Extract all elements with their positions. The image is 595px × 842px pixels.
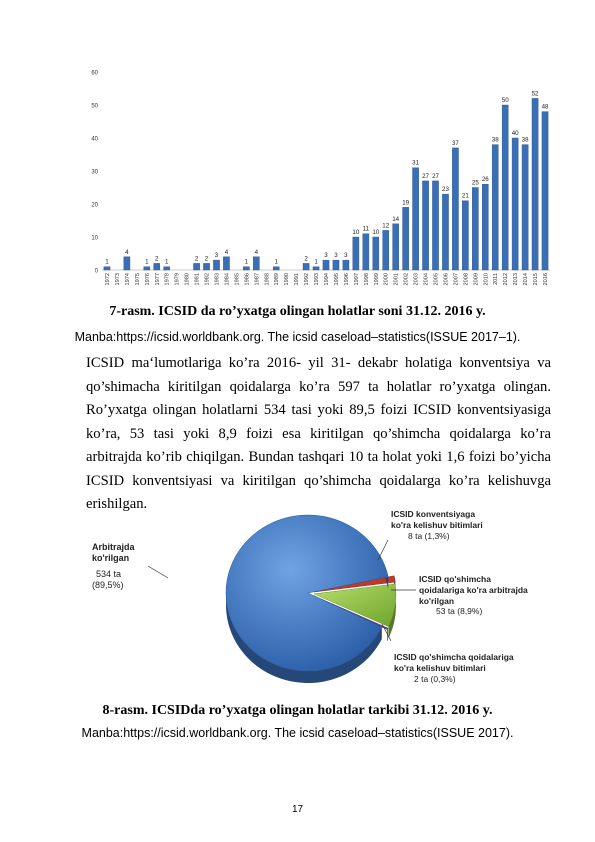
bar (462, 201, 468, 270)
pie-label-qosh-line3: ko'rilgan (419, 596, 455, 606)
x-tick-label: 1976 (144, 273, 151, 286)
leader-line-konv (378, 540, 388, 560)
bar-data-label: 4 (125, 248, 129, 256)
y-tick-label: 40 (91, 136, 98, 143)
figure-source-7: Manba:https://icsid.worldbank.org. The icsid caseload–statistics(ISSUE 2017–1). (74, 330, 521, 344)
bar (492, 145, 498, 270)
bar-data-label: 10 (352, 229, 360, 236)
bar (353, 237, 359, 270)
bar-data-label: 3 (344, 252, 348, 260)
bar-data-label: 12 (382, 222, 390, 230)
pie-label-qosh-line2: qoidalariga ko'ra arbitrajda (419, 585, 528, 595)
figure-source-8: Manba:https://icsid.worldbank.org. The icsid caseload–statistics(ISSUE 2017). (81, 726, 514, 740)
x-tick-label: 2010 (483, 273, 490, 286)
x-tick-label: 1997 (353, 273, 360, 286)
pie-label-arbitraj-line2: ko'rilgan (92, 553, 130, 563)
bar-data-label: 4 (224, 248, 229, 256)
x-tick-label: 1991 (294, 273, 301, 286)
leader-line-arbitraj (148, 566, 168, 578)
bar (164, 267, 170, 270)
bar-data-label: 38 (491, 136, 499, 144)
bar-chart (88, 60, 558, 296)
bar (193, 263, 199, 270)
bar (253, 257, 259, 270)
bar (472, 188, 478, 271)
bar (124, 257, 130, 270)
x-tick-label: 1993 (314, 273, 321, 286)
bar-data-label: 52 (531, 90, 539, 98)
bar (333, 260, 339, 270)
bar (403, 207, 409, 270)
bar (213, 260, 219, 270)
pie-label-konv-line3: 8 ta (1,3%) (408, 531, 450, 541)
x-tick-label: 2008 (463, 273, 470, 286)
pie-label-qoshimcha-kelishuv (394, 652, 514, 684)
x-tick-label: 1988 (264, 273, 271, 286)
bar (482, 184, 488, 270)
bar-data-label: 31 (412, 159, 420, 167)
x-tick-label: 2015 (533, 273, 540, 286)
x-tick-label: 1996 (343, 273, 350, 286)
bar (104, 267, 110, 270)
y-tick-label: 10 (91, 235, 98, 242)
bar-data-label: 11 (362, 225, 370, 233)
bar (243, 267, 249, 270)
pie-label-kel-line3: 2 ta (0,3%) (414, 674, 456, 684)
bar (512, 138, 518, 270)
bar-data-label: 38 (521, 136, 529, 144)
bar-data-label: 1 (145, 258, 149, 266)
x-tick-label: 2003 (413, 273, 420, 286)
x-tick-label: 1974 (124, 273, 131, 286)
bar (502, 105, 508, 270)
y-tick-label: 60 (91, 70, 98, 77)
bar-data-label: 3 (324, 252, 328, 260)
figure-caption-8: 8-rasm. ICSIDda ro’yxatga olingan holatlar tarkibi 31.12. 2016 y. (102, 703, 493, 718)
x-tick-label: 2007 (453, 273, 460, 286)
figure-caption-7: 7-rasm. ICSID da ro’yxatga olingan holatlar soni 31.12. 2016 y. (109, 304, 486, 319)
x-tick-label: 1995 (333, 273, 340, 286)
bar (323, 260, 329, 270)
bar-chart-axes (91, 71, 550, 275)
page-number: 17 (291, 804, 304, 815)
bar-data-label: 21 (461, 192, 469, 200)
pie-label-qoshimcha-arbitraj (419, 574, 528, 616)
pie-label-arbitraj-line1: Arbitrajda (92, 542, 135, 552)
bar (393, 224, 399, 270)
bar (373, 237, 379, 270)
bar-data-label: 1 (164, 258, 169, 266)
bar (363, 234, 369, 270)
pie-label-konv-line2: ko'ra kelishuv bitimlari (391, 520, 483, 530)
body-paragraph: ICSID ma‘lumotlariga ko’ra 2016- yil 31- dekabr holatiga konventsiya va qo’shimacha kiritilgan qoidalarga ko’ra 597 ta holatlar ro’yxatga olingan. Ro’yxatga olingan holatlarni 534 tasi yoki 89,5 foizi ICSID konventsiyasiga ko’ra, 53 tasi yoki 8,9 foizi esa kiritilgan qo’shimcha qoidalarga ko’ra arbitrajda ko’rib chiqilgan. Bundan tashqari 10 ta holat yoki 1,6 foizi bo’yicha ICSID konventsiyasi va kiritilgan qo’shimcha qoidalarga ko’ra kelishuvga erishilgan. (86, 355, 551, 512)
x-tick-label: 2013 (513, 273, 520, 286)
x-tick-label: 1986 (244, 273, 251, 286)
bar-data-label: 1 (244, 258, 249, 266)
x-tick-label: 1981 (194, 273, 201, 286)
bar (522, 145, 528, 270)
x-tick-label: 1999 (373, 273, 380, 286)
x-tick-label: 1973 (114, 273, 121, 286)
bar-data-label: 40 (511, 130, 519, 137)
bar-data-label: 25 (471, 179, 479, 187)
x-tick-label: 1977 (154, 273, 161, 286)
bar-data-label: 23 (442, 186, 449, 194)
pie-label-konv-line1: ICSID konventsiyaga (391, 509, 476, 519)
bar (532, 98, 538, 270)
bar-data-label: 3 (334, 252, 338, 260)
x-tick-label: 2004 (423, 273, 430, 286)
bar (223, 257, 229, 270)
bar (422, 181, 428, 270)
x-tick-label: 2014 (523, 273, 530, 286)
bar-data-label: 27 (432, 172, 439, 180)
pie-label-konventsiya (391, 509, 483, 541)
x-tick-label: 1992 (304, 273, 311, 286)
bar (452, 148, 458, 270)
bar (343, 260, 349, 270)
bar-data-label: 1 (105, 258, 109, 266)
bar (542, 112, 548, 270)
bar-data-label: 3 (214, 252, 219, 260)
bar-data-label: 2 (204, 255, 209, 263)
pie-label-arbitraj-pct: (89,5%) (92, 580, 124, 590)
bar (273, 267, 279, 270)
x-tick-label: 1989 (274, 273, 281, 286)
x-tick-label: 2016 (543, 273, 550, 286)
x-tick-label: 2011 (493, 273, 500, 286)
y-tick-label: 20 (91, 202, 98, 209)
pie-label-qosh-line4: 53 ta (8,9%) (436, 606, 483, 616)
x-tick-label: 2009 (473, 273, 480, 286)
x-tick-label: 1990 (284, 273, 291, 286)
bar-data-label: 50 (501, 97, 509, 104)
x-tick-label: 1985 (234, 273, 241, 286)
bar-data-label: 14 (392, 215, 400, 223)
bar (432, 181, 438, 270)
bar (154, 263, 160, 270)
x-tick-label: 2001 (393, 273, 400, 286)
bar-data-label: 27 (422, 172, 430, 180)
x-tick-label: 1983 (214, 273, 221, 286)
x-tick-label: 1994 (324, 273, 330, 286)
x-tick-label: 1984 (224, 273, 231, 286)
bar-chart-bars (104, 90, 549, 285)
x-tick-label: 2005 (433, 273, 440, 286)
pie-label-qosh-line1: ICSID qo'shimcha (419, 574, 491, 584)
bar-data-label: 10 (372, 229, 380, 236)
y-tick-label: 0 (94, 268, 98, 275)
pie-label-kel-line2: ko'ra kelishuv bitimlari (394, 663, 486, 673)
pie-label-arbitraj (92, 542, 136, 590)
bar-data-label: 37 (451, 139, 459, 147)
x-tick-label: 2012 (503, 273, 510, 286)
pie-label-kel-line1: ICSID qo'shimcha qoidalariga (394, 652, 514, 662)
y-tick-label: 30 (91, 169, 98, 176)
x-tick-label: 1980 (184, 273, 191, 286)
bar-data-label: 2 (304, 255, 308, 263)
x-tick-label: 2006 (443, 273, 450, 286)
bar-data-label: 1 (314, 258, 318, 266)
x-tick-label: 2002 (403, 273, 410, 286)
bar-data-label: 2 (194, 255, 199, 263)
x-tick-label: 1978 (164, 273, 171, 286)
bar-data-label: 48 (541, 103, 549, 111)
bar-data-label: 1 (274, 258, 278, 266)
x-tick-label: 1972 (104, 273, 111, 286)
x-tick-label: 1982 (204, 273, 211, 286)
x-tick-label: 1975 (134, 273, 141, 286)
x-tick-label: 1979 (174, 273, 181, 286)
bar (144, 267, 150, 270)
bar (413, 168, 419, 270)
x-tick-label: 2000 (383, 273, 390, 286)
bar (313, 267, 319, 270)
y-tick-label: 50 (91, 103, 98, 110)
bar-data-label: 26 (481, 176, 489, 184)
bar-data-label: 4 (254, 248, 259, 256)
bar (442, 194, 448, 270)
x-tick-label: 1987 (254, 273, 261, 286)
bar (383, 230, 389, 270)
bar-data-label: 19 (402, 199, 410, 207)
bar-data-label: 2 (155, 255, 159, 263)
bar (203, 263, 209, 270)
pie-label-arbitraj-count: 534 ta (96, 569, 122, 579)
bar (303, 263, 309, 270)
x-tick-label: 1998 (363, 273, 370, 286)
pie-slices (226, 515, 396, 683)
pie-chart (86, 498, 556, 698)
